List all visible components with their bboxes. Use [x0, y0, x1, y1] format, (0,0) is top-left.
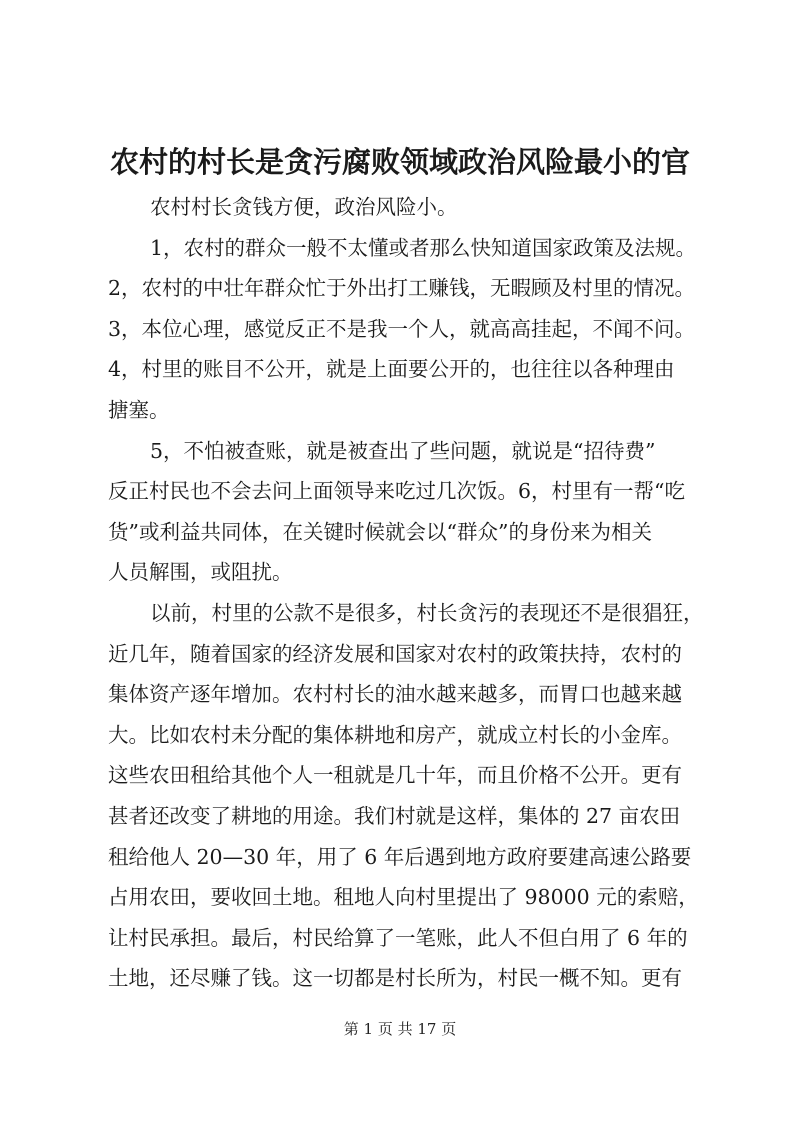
- paragraph-line: 货”或利益共同体，在关键时候就会以“群众”的身份来为相关: [108, 519, 652, 544]
- paragraph-line: 农村村长贪钱方便，政治风险小。: [150, 195, 458, 219]
- paragraph-line: 占用农田，要收回土地。租地人向村里提出了 98000 元的索赔，: [108, 885, 699, 910]
- paragraph-line: 大。比如农村未分配的集体耕地和房产，就成立村长的小金库。: [108, 722, 682, 747]
- paragraph-line: 3，本位心理，感觉反正不是我一个人，就高高挂起，不闻不问。: [108, 316, 696, 341]
- document-body: [108, 187, 728, 999]
- paragraph-line: 5，不怕被查账，就是被查出了些问题，就说是“招待费”: [150, 438, 656, 463]
- paragraph-line: 这些农田租给其他个人一租就是几十年，而且价格不公开。更有: [108, 763, 682, 788]
- paragraph-line: 让村民承担。最后，村民给算了一笔账，此人不但白用了 6 年的: [108, 925, 688, 950]
- paragraph-line: 1，农村的群众一般不太懂或者那么快知道国家政策及法规。: [150, 235, 697, 260]
- paragraph-line: 4，村里的账目不公开，就是上面要公开的，也往往以各种理由: [108, 357, 675, 382]
- paragraph-line: 反正村民也不会去问上面领导来吃过几次饭。6，村里有一帮“吃: [108, 479, 686, 504]
- paragraph-line: 集体资产逐年增加。农村村长的油水越来越多，而胃口也越来越: [108, 682, 682, 707]
- paragraph-line: 2，农村的中壮年群众忙于外出打工赚钱，无暇顾及村里的情况。: [108, 276, 696, 301]
- paragraph-line: 搪塞。: [108, 397, 170, 422]
- paragraph-line: 土地，还尽赚了钱。这一切都是村长所为，村民一概不知。更有: [108, 966, 682, 991]
- paragraph-line: 人员解围，或阻扰。: [108, 560, 293, 585]
- paragraph-line: 甚者还改变了耕地的用途。我们村就是这样，集体的 27 亩农田: [108, 803, 681, 828]
- page-footer: 第 1 页 共 17 页: [343, 1020, 457, 1038]
- document-title: 农村的村长是贪污腐败领域政治风险最小的官: [109, 145, 690, 179]
- paragraph-line: 租给他人 20—30 年，用了 6 年后遇到地方政府要建高速公路要: [108, 844, 692, 869]
- paragraph-line: 以前，村里的公款不是很多，村长贪污的表现还不是很猖狂，: [150, 600, 704, 625]
- paragraph-line: 近几年，随着国家的经济发展和国家对农村的政策扶持，农村的: [108, 641, 682, 666]
